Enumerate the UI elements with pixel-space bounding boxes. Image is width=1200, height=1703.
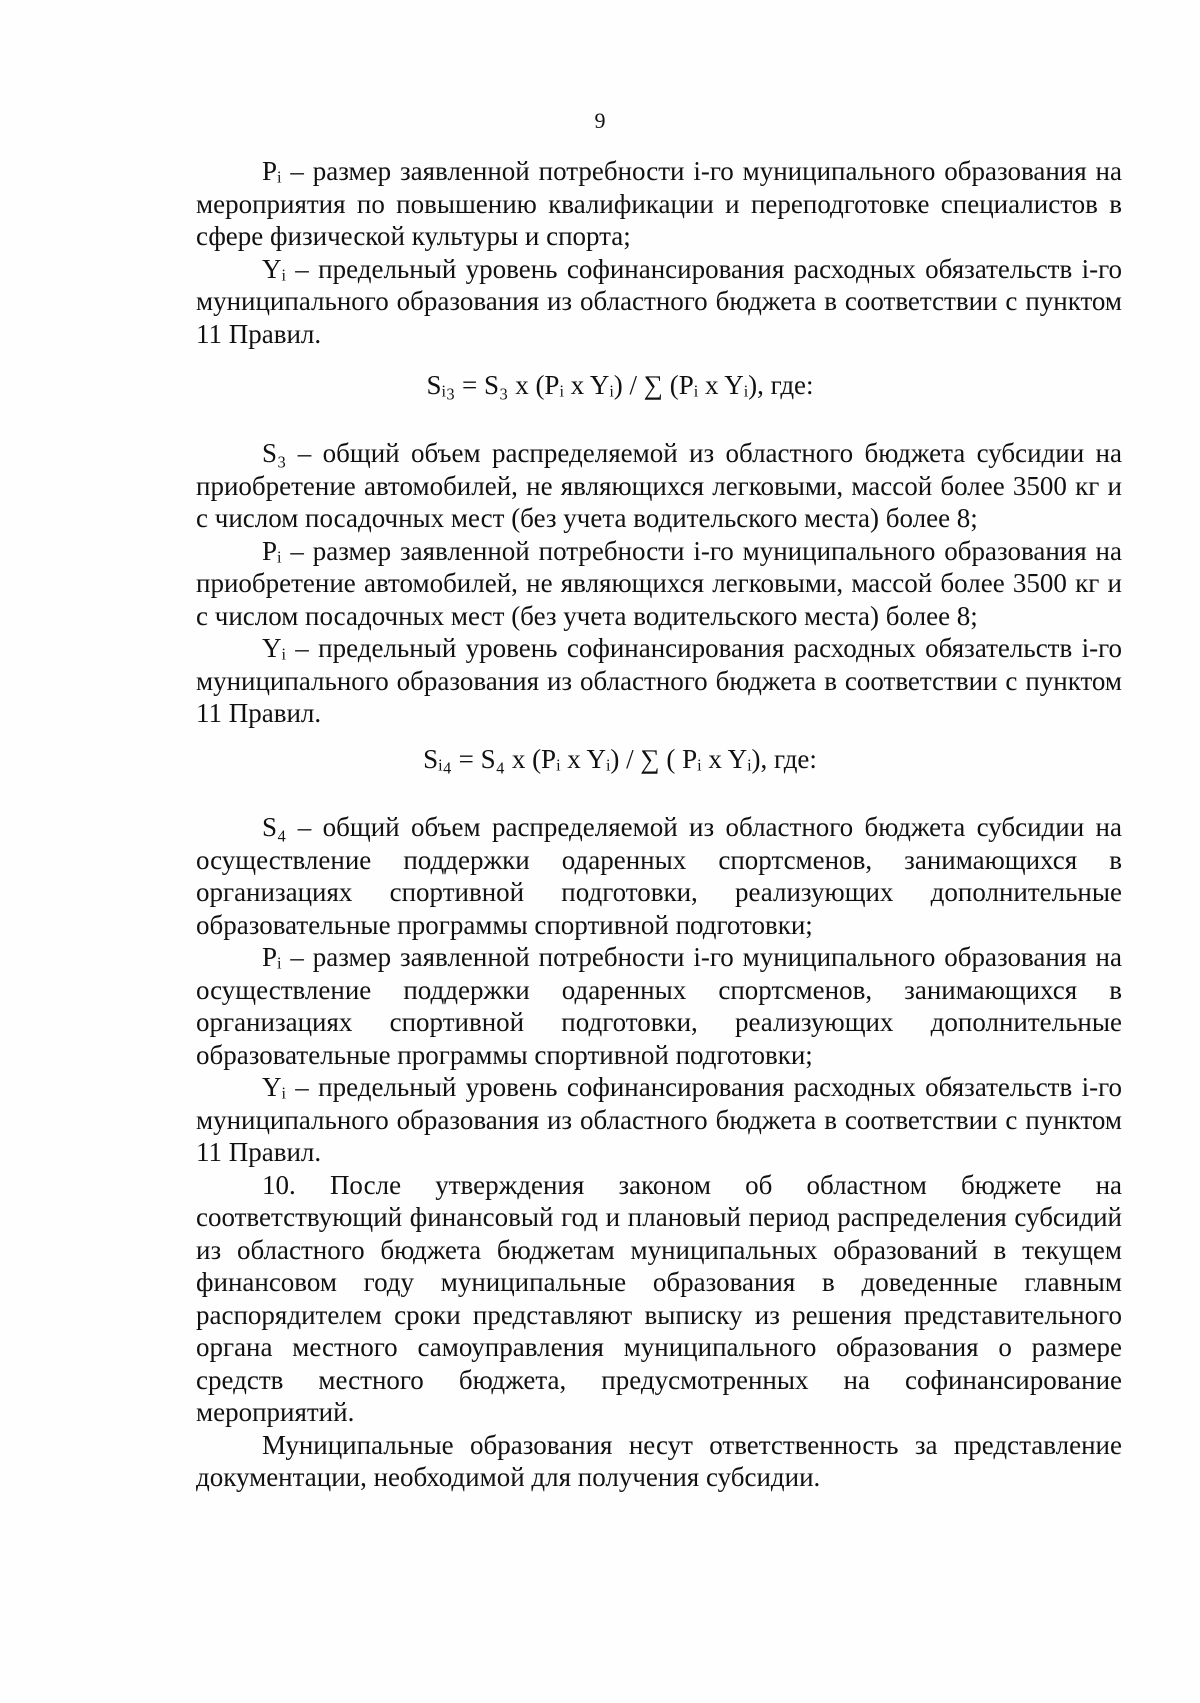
text-block-2 [196,437,1122,730]
paragraph-yi-definition: Yᵢ – предельный уровень софинансирования расходных обязательств i-го муниципального образования из областного бюджета в соответствии с пунктом 11 Правил. [196,633,1122,728]
formula-si3: Sᵢ₃ = S₃ x (Pᵢ x Yᵢ) / ∑ (Pᵢ x Yᵢ), где: [426,370,814,400]
paragraph-pi-definition: Pᵢ – размер заявленной потребности i-го муниципального образования на осуществление поддержки одаренных спортсменов, занимающихся в организациях спортивной подготовки, реализующих дополнительные образовательные программы спортивной подготовки; [196,942,1122,1070]
formula-si4: Sᵢ₄ = S₄ x (Pᵢ x Yᵢ) / ∑ ( Pᵢ x Yᵢ), где: [423,744,817,774]
paragraph-clause-10: 10. После утверждения законом об областном бюджете на соответствующий финансовый год и плановый период распределения субсидий из областного бюджета бюджетам муниципальных образований в текущем финансовом году муниципальные образования в доведенные главным распорядителем сроки представляют выписку из решения представительного органа местного самоуправления муниципального образования о размере средств местного бюджета, предусмотренных на софинансирование мероприятий. [196,1169,1122,1427]
paragraph-pi-definition: Pᵢ – размер заявленной потребности i-го муниципального образования на приобретение автомобилей, не являющихся легковыми, массой более 3500 кг и с числом посадочных мест (без учета водительского места) более 8; [196,535,1122,631]
paragraph-yi-definition: Yᵢ – предельный уровень софинансирования расходных обязательств i-го муниципального образования из областного бюджета в соответствии с пунктом 11 Правил. [196,253,1122,349]
page-number: 9 [594,108,606,133]
text-block-1 [196,155,1122,350]
paragraph-yi-definition: Yᵢ – предельный уровень софинансирования расходных обязательств i-го муниципального образования из областного бюджета в соответствии с пунктом 11 Правил. [196,1072,1122,1167]
paragraph-s4-definition: S₄ – общий объем распределяемой из областного бюджета субсидии на осуществление поддержки одаренных спортсменов, занимающихся в организациях спортивной подготовки, реализующих дополнительные образовательные программы спортивной подготовки; [196,812,1122,940]
text-block-3 [196,811,1122,1494]
paragraph-responsibility: Муниципальные образования несут ответственность за представление документации, необходимой для получения субсидии. [196,1429,1122,1492]
paragraph-s3-definition: S₃ – общий объем распределяемой из областного бюджета субсидии на приобретение автомобилей, не являющихся легковыми, массой более 3500 кг и с числом посадочных мест (без учета водительского места) более 8; [196,438,1122,533]
paragraph-pi-definition: Pᵢ – размер заявленной потребности i-го муниципального образования на мероприятия по повышению квалификации и переподготовке специалистов в сфере физической культуры и спорта; [196,156,1122,251]
